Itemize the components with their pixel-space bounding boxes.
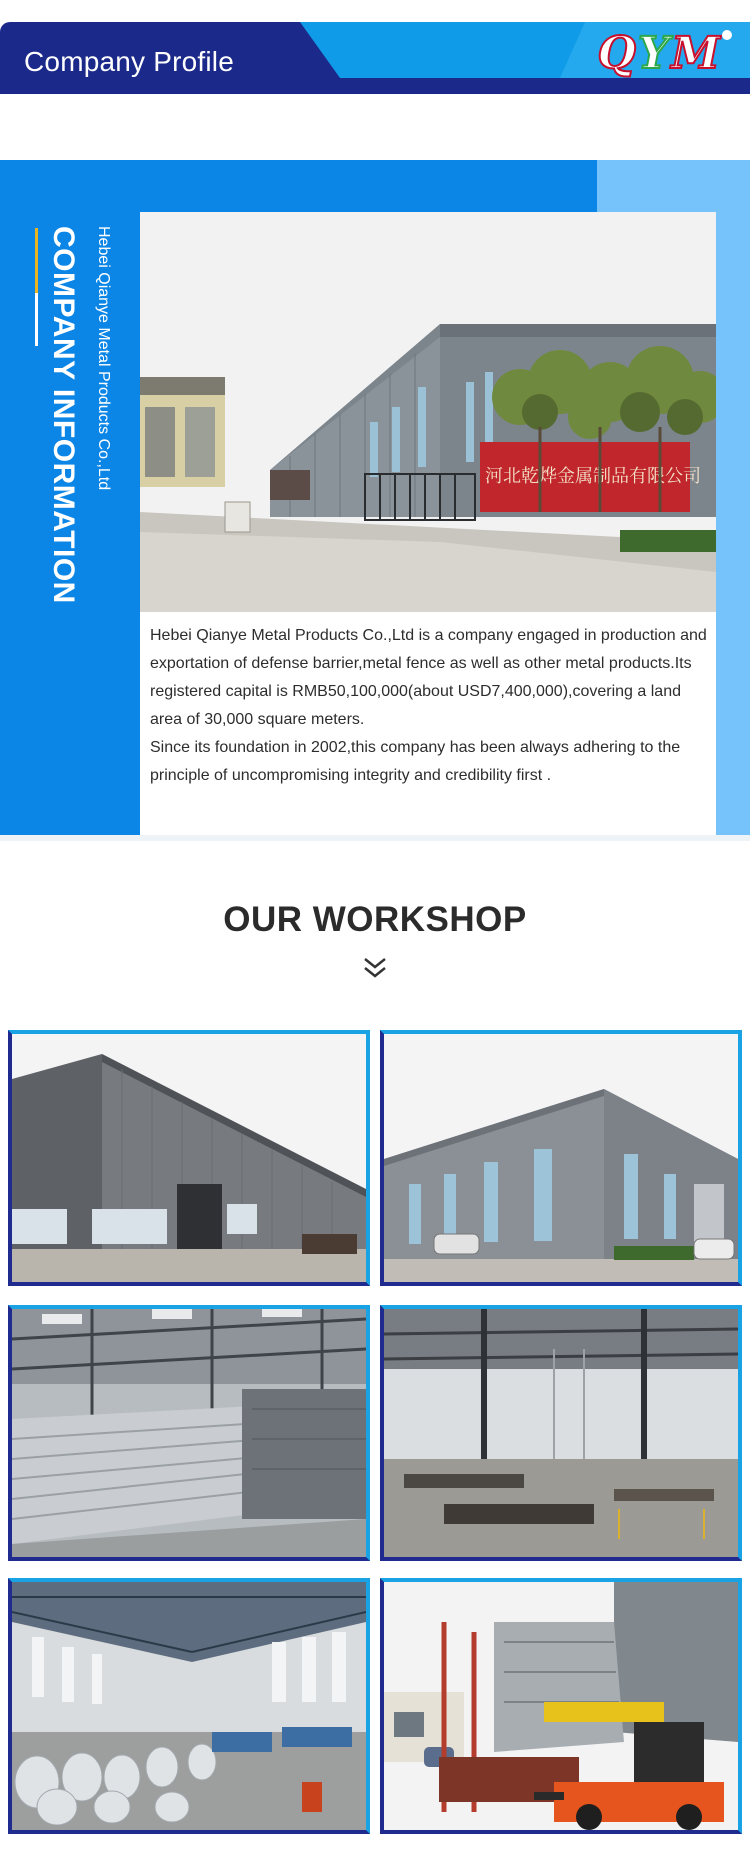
steel-pipes-image xyxy=(12,1309,366,1557)
fabrication-image xyxy=(384,1309,738,1557)
warehouse-front-image xyxy=(384,1034,738,1282)
factory-sign-text: 河北乾烨金属制品有限公司 xyxy=(485,466,701,487)
company-info-card xyxy=(140,212,716,835)
info-bottom-divider xyxy=(0,835,750,841)
company-description xyxy=(150,622,710,790)
qym-logo xyxy=(598,28,720,79)
page-title: Company Profile xyxy=(24,46,234,77)
logo-letter-q: Q xyxy=(597,28,636,79)
section-header-banner xyxy=(0,22,750,94)
workshop-photo-forklift-loading-truck[interactable] xyxy=(380,1578,742,1834)
double-chevron-down-icon xyxy=(361,956,389,980)
workshop-photo-steel-pipe-stacks[interactable] xyxy=(8,1305,370,1561)
workshop-photo-warehouse-exterior-corner[interactable] xyxy=(8,1030,370,1286)
info-accent-bar xyxy=(35,228,38,346)
logo-dot xyxy=(722,30,732,40)
workshop-photo-wire-coil-hall[interactable] xyxy=(8,1578,370,1834)
workshop-title: OUR WORKSHOP xyxy=(223,900,527,939)
company-description-paragraph-2: Since its foundation in 2002,this company has been always adhering to the principle of uncompromising integrity and credibility first . xyxy=(150,739,681,784)
vertical-section-title: COMPANY INFORMATION xyxy=(47,226,80,604)
workshop-photo-warehouse-exterior-front[interactable] xyxy=(380,1030,742,1286)
factory-photo xyxy=(140,212,716,612)
vertical-company-name: Hebei Qianye Metal Products Co.,Ltd xyxy=(95,226,112,491)
warehouse-corner-image xyxy=(12,1034,366,1282)
workshop-photo-fabrication-workshop[interactable] xyxy=(380,1305,742,1561)
logo-letter-m: M xyxy=(671,28,720,79)
company-description-paragraph-1: Hebei Qianye Metal Products Co.,Ltd is a company engaged in production and exportation of defense barrier,metal fence as well as other metal products.Its registered capital is RMB50,100,000(about USD7,400,000),covering a land area of 30,000 square meters. xyxy=(150,627,707,728)
logo-letter-y: Y xyxy=(637,28,670,79)
wire-coil-image xyxy=(12,1582,366,1830)
company-information-section xyxy=(0,160,750,835)
forklift-image xyxy=(384,1582,738,1830)
